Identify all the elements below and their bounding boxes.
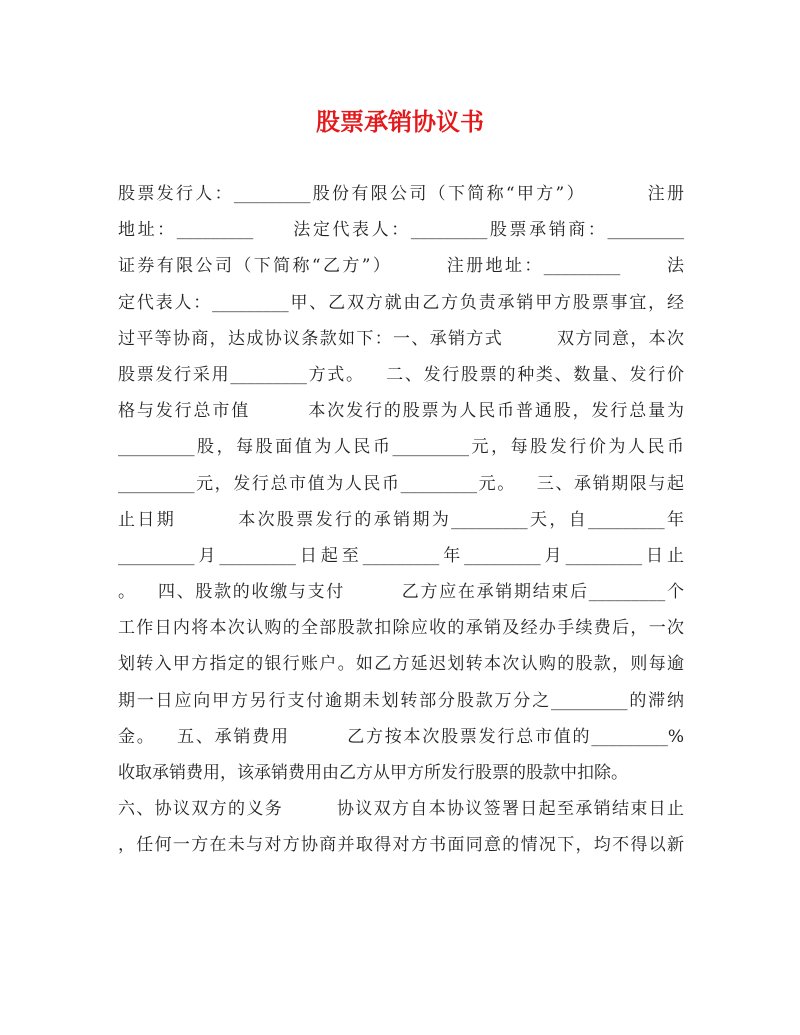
body-line: _________股，每股面值为人民币_________元，每股发行价为人民币 [118,437,684,458]
body-line: 股票发行采用_________方式。 二、发行股票的种类、数量、发行价 [118,364,684,385]
body-line: 地址：_________ 法定代表人：_________股票承销商：_________ [118,220,684,241]
body-line: _________元，发行总市值为人民币_________元。 三、承销期限与起 [118,473,684,494]
body-line: ，任何一方在未与对方协商并取得对方书面同意的情况下，均不得以新 [118,835,684,856]
body-line: 期一日应向甲方另行支付逾期未划转部分股款万分之_________的滞纳 [118,690,684,711]
body-line: 工作日内将本次认购的全部股款扣除应收的承销及经办手续费后，一次 [118,618,684,639]
body-line: 格与发行总市值 本次发行的股票为人民币普通股，发行总量为 [118,401,684,422]
body-line: 六、协议双方的义务 协议双方自本协议签署日起至承销结束日止 [118,799,684,820]
body-line: 。 四、股款的收缴与支付 乙方应在承销期结束后_________个 [118,582,684,603]
body-line: 划转入甲方指定的银行账户。如乙方延迟划转本次认购的股款，则每逾 [118,654,684,675]
body-line: _________月_________日起至_________年_________月_________日止 [118,545,684,566]
body-line: 金。 五、承销费用 乙方按本次股票发行总市值的_________% [118,726,684,747]
document-title: 股票承销协议书 [316,107,484,136]
body-line: 收取承销费用，该承销费用由乙方从甲方所发行股票的股款中扣除。 [118,763,628,783]
body-line: 止日期 本次股票发行的承销期为_________天，自_________年 [118,509,684,530]
body-line: 股票发行人：_________股份有限公司（下简称“甲方”） 注册 [118,184,684,204]
body-line: 过平等协商，达成协议条款如下：一、承销方式 双方同意，本次 [118,328,684,349]
body-line: 证券有限公司（下简称“乙方”） 注册地址：_________ 法 [118,256,684,277]
document-body [118,176,684,864]
body-line: 定代表人：_________甲、乙双方就由乙方负责承销甲方股票事宜，经 [118,292,684,313]
